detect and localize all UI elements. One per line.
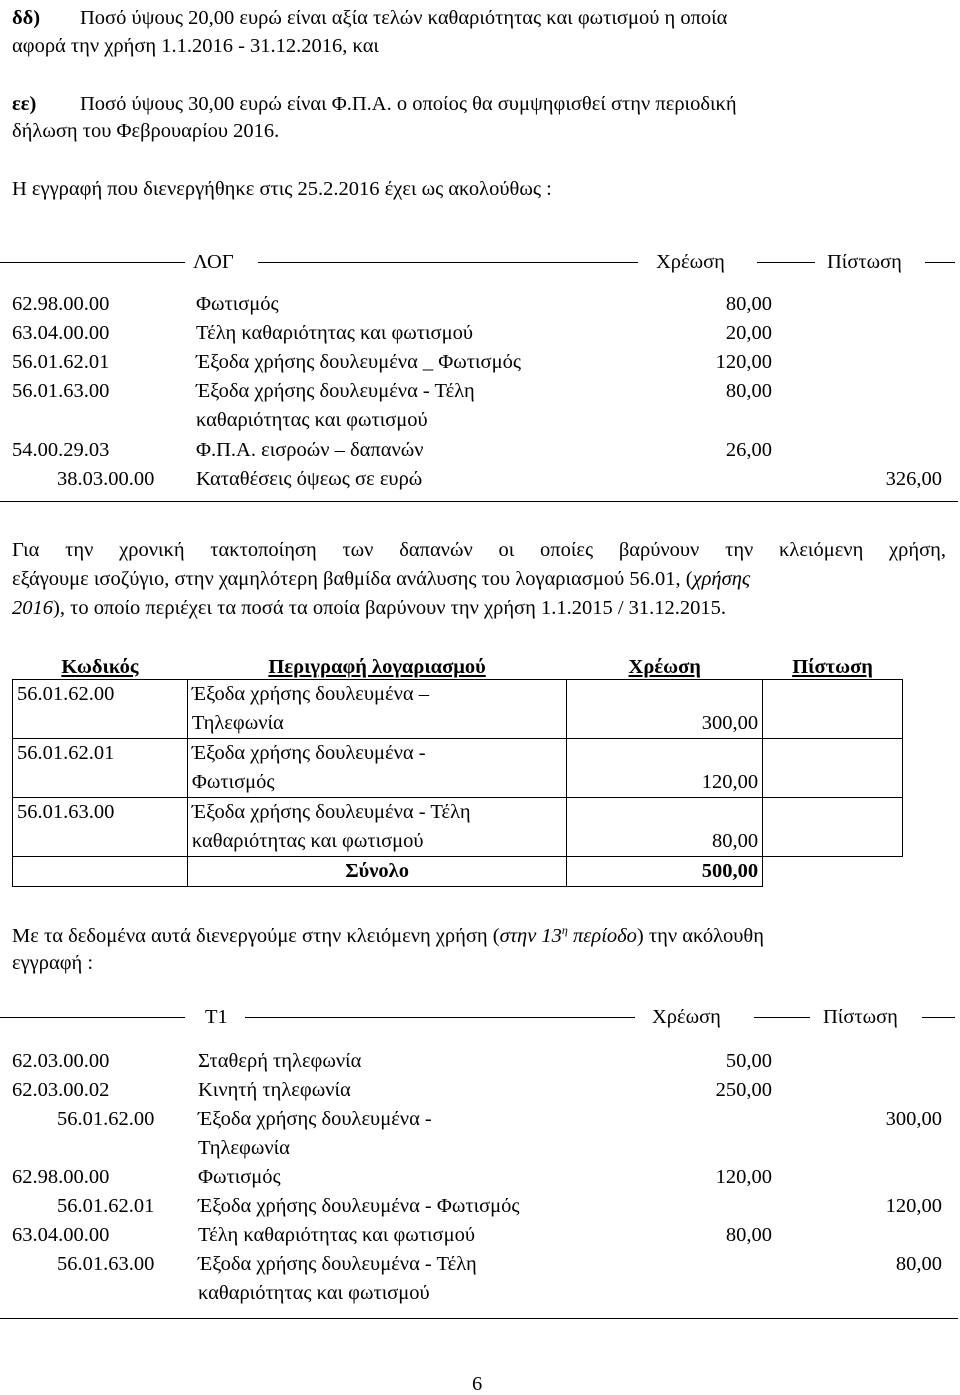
cell-code: 56.01.62.00: [13, 680, 188, 739]
cell-desc: Έξοδα χρήσης δουλευμένα - Τέλη καθαριότητας και φωτισμού: [187, 798, 566, 857]
debit-header: Χρέωση: [652, 1006, 721, 1028]
debit-amount: 50,00: [725, 1050, 772, 1072]
table-row: [13, 680, 903, 739]
cell-credit: [763, 739, 903, 798]
header-rule: [925, 262, 955, 263]
header-rule: [754, 1017, 810, 1018]
page-number: 6: [472, 1373, 483, 1395]
table-header-row: [13, 655, 903, 680]
header-rule: [245, 1017, 635, 1018]
journal-title: Τ1: [205, 1006, 228, 1028]
header-rule: [757, 262, 815, 263]
total-value: 500,00: [567, 857, 763, 887]
debit-amount: 26,00: [725, 439, 772, 461]
col-header-credit: Πίστωση: [792, 656, 873, 678]
cell-debit: 300,00: [567, 680, 763, 739]
header-rule: [0, 262, 185, 263]
account-desc: Έξοδα χρήσης δουλευμένα _ Φωτισμός: [196, 351, 521, 373]
account-desc: Σταθερή τηλεφωνία: [198, 1050, 362, 1072]
cell-code: 56.01.62.01: [13, 739, 188, 798]
credit-amount: 80,00: [895, 1253, 942, 1275]
trial-balance-table: [12, 655, 903, 887]
footer-rule: [0, 501, 958, 502]
item-dd-line1: Ποσό ύψους 20,00 ευρώ είναι αξία τελών καθαριότητας και φωτισμού η οποία: [80, 7, 728, 29]
account-code: 38.03.00.00: [57, 468, 155, 490]
para-line-1: Για την χρονική τακτοποίηση των δαπανών οι οποίες βαρύνουν την κλειόμενη χρήση,: [12, 539, 946, 561]
item-ee-line1: Ποσό ύψους 30,00 ευρώ είναι Φ.Π.Α. ο οποίος θα συμψηφισθεί στην περιοδική: [80, 93, 737, 115]
debit-amount: 80,00: [725, 293, 772, 315]
cell-debit: 120,00: [567, 739, 763, 798]
debit-amount: 120,00: [715, 351, 772, 373]
credit-header: Πίστωση: [827, 251, 902, 273]
account-code: 56.01.63.00: [12, 380, 110, 402]
credit-amount: 120,00: [885, 1195, 942, 1217]
col-header-desc: Περιγραφή λογαριασμού: [268, 656, 486, 678]
credit-header: Πίστωση: [823, 1006, 898, 1028]
footer-rule: [0, 1318, 958, 1319]
para-line-2: εξάγουμε ισοζύγιο, στην χαμηλότερη βαθμίδα ανάλυσης του λογαριασμού 56.01, (χρήσης: [12, 568, 751, 590]
cell-desc: Έξοδα χρήσης δουλευμένα - Φωτισμός: [187, 739, 566, 798]
cell-credit: [763, 798, 903, 857]
item-ee-label: εε): [12, 93, 37, 115]
debit-amount: 20,00: [725, 322, 772, 344]
account-desc: Κινητή τηλεφωνία: [198, 1079, 351, 1101]
account-desc-cont: καθαριότητας και φωτισμού: [196, 409, 428, 431]
debit-header: Χρέωση: [656, 251, 725, 273]
account-desc: Τέλη καθαριότητας και φωτισμού: [198, 1224, 476, 1246]
para3-line-2: εγγραφή :: [12, 952, 94, 974]
credit-amount: 326,00: [885, 468, 942, 490]
account-code: 56.01.63.00: [57, 1253, 155, 1275]
debit-amount: 80,00: [725, 380, 772, 402]
account-desc: Έξοδα χρήσης δουλευμένα - Τέλη: [198, 1253, 477, 1275]
account-desc-cont: Τηλεφωνία: [198, 1137, 290, 1159]
account-code: 54.00.29.03: [12, 439, 110, 461]
cell-empty: [13, 857, 188, 887]
col-header-code: Κωδικός: [61, 656, 139, 678]
account-desc: Καταθέσεις όψεως σε ευρώ: [196, 468, 423, 490]
header-rule: [0, 1017, 185, 1018]
entry-intro: Η εγγραφή που διενεργήθηκε στις 25.2.2016 έχει ως ακολούθως :: [12, 178, 552, 200]
table-total-row: [13, 857, 903, 887]
account-code: 63.04.00.00: [12, 1224, 110, 1246]
header-rule: [922, 1017, 955, 1018]
cell-debit: 80,00: [567, 798, 763, 857]
cell-credit: [763, 680, 903, 739]
debit-amount: 120,00: [715, 1166, 772, 1188]
journal-title: ΛΟΓ: [193, 251, 234, 273]
account-code: 56.01.62.01: [12, 351, 110, 373]
account-code: 62.98.00.00: [12, 293, 110, 315]
cell-code: 56.01.63.00: [13, 798, 188, 857]
header-rule: [258, 262, 638, 263]
account-desc: Έξοδα χρήσης δουλευμένα - Φωτισμός: [198, 1195, 520, 1217]
debit-amount: 80,00: [725, 1224, 772, 1246]
account-code: 56.01.62.00: [57, 1108, 155, 1130]
account-code: 56.01.62.01: [57, 1195, 155, 1217]
account-desc: Τέλη καθαριότητας και φωτισμού: [196, 322, 474, 344]
account-code: 62.03.00.02: [12, 1079, 110, 1101]
account-code: 62.03.00.00: [12, 1050, 110, 1072]
para3-line-1: Με τα δεδομένα αυτά διενεργούμε στην κλειόμενη χρήση (στην $13^\eta$ περίοδο) την ακόλουθη: [12, 923, 764, 947]
account-desc-cont: καθαριότητας και φωτισμού: [198, 1282, 430, 1304]
item-ee-line2: δήλωση του Φεβρουαρίου 2016.: [12, 120, 280, 142]
debit-amount: 250,00: [715, 1079, 772, 1101]
total-label: Σύνολο: [187, 857, 566, 887]
account-desc: Έξοδα χρήσης δουλευμένα - Τέλη: [196, 380, 475, 402]
account-desc: Φ.Π.Α. εισροών – δαπανών: [196, 439, 424, 461]
cell-desc: Έξοδα χρήσης δουλευμένα – Τηλεφωνία: [187, 680, 566, 739]
col-header-debit: Χρέωση: [628, 656, 701, 678]
account-code: 63.04.00.00: [12, 322, 110, 344]
table-row: [13, 798, 903, 857]
account-desc: Φωτισμός: [196, 293, 279, 315]
account-desc: Έξοδα χρήσης δουλευμένα -: [198, 1108, 432, 1130]
account-code: 62.98.00.00: [12, 1166, 110, 1188]
table-row: [13, 739, 903, 798]
account-desc: Φωτισμός: [198, 1166, 281, 1188]
credit-amount: 300,00: [885, 1108, 942, 1130]
item-dd-line2: αφορά την χρήση 1.1.2016 - 31.12.2016, και: [12, 35, 379, 57]
item-dd-label: δδ): [12, 7, 41, 29]
para-line-3: 2016), το οποίο περιέχει τα ποσά τα οποία βαρύνουν την χρήση 1.1.2015 / 31.12.2015.: [12, 597, 727, 619]
cell-empty: [763, 857, 903, 887]
